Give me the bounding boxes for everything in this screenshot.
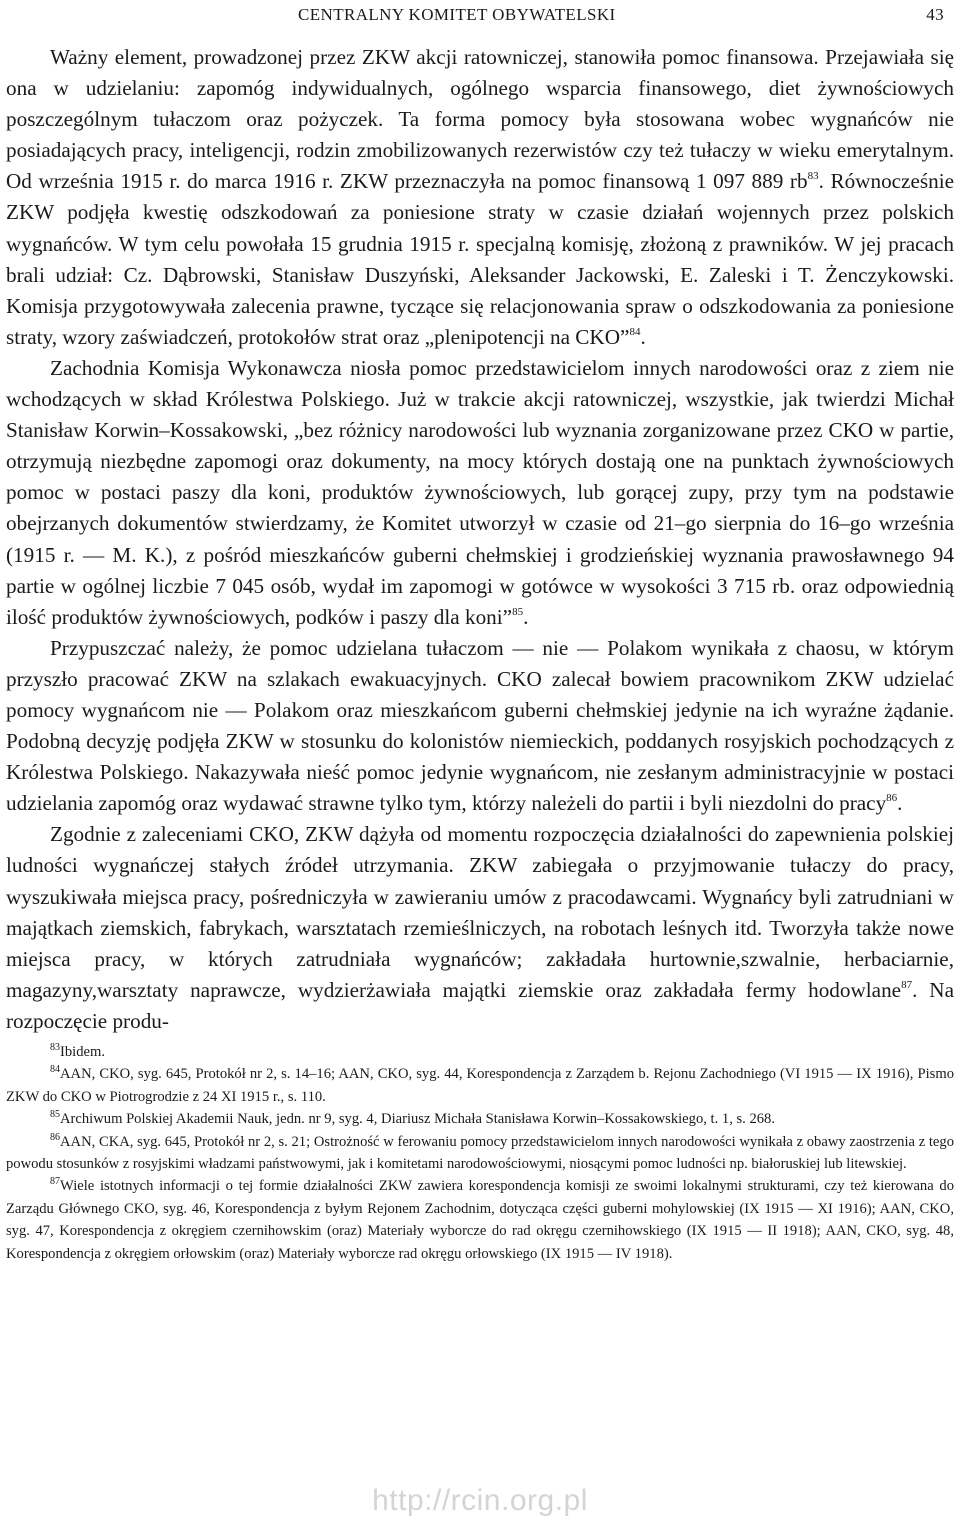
footnote-84 <box>6 1063 954 1108</box>
paragraph-3 <box>6 633 954 820</box>
footnote-85 <box>6 1108 954 1130</box>
footnotes <box>6 1041 954 1265</box>
footnote-ref-86[interactable]: 86 <box>886 792 898 805</box>
footnote-ref-84[interactable]: 84 <box>629 325 641 338</box>
paragraph-1-text-b: . Równocześnie ZKW podjęła kwestię odszkodowań za poniesione straty w czasie działań wojennych przez polskich wygnańców. W tym celu powołała 15 grudnia 1915 r. specjalną komisję, złożoną z prawników. W jej pracach brali udział: Cz. Dąbrowski, Stanisław Duszyński, Aleksander Jackowski, E. Zaleski i T. Żenczykowski. Komisja przygotowywała zalecenia prawne, tyczące się relacjonowania spraw o odszkodowania za poniesione straty, wzory zaświadczeń, protokołów strat oraz „plenipotencji na CKO” <box>6 169 954 349</box>
paragraph-3-text-a: Przypuszczać należy, że pomoc udzielana tułaczom — nie — Polakom wynikała z chaosu, w którym przyszło pracować ZKW na szlakach ewakuacyjnych. CKO zalecał bowiem pracownikom ZKW udzielać pomocy wygnańcom nie — Polakom oraz mieszkańcom guberni chełmskiej jedynie na ich wyraźne żądanie. Podobną decyzję podjęła ZKW w stosunku do kolonistów niemieckich, poddanych rosyjskich pochodzących z Królestwa Polskiego. Nakazywała nieść pomoc jedynie wygnańcom, nie zesłanym administracyjnie w postaci udzielania zapomóg oraz wydawać strawne tylko tym, którzy należeli do partii i byli niezdolni do pracy <box>6 635 954 816</box>
footnote-83 <box>6 1041 954 1063</box>
page-number: 43 <box>926 5 944 24</box>
footnote-text: Ibidem. <box>60 1044 105 1060</box>
footnote-number: 83 <box>50 1042 60 1053</box>
footnote-text: AAN, CKA, syg. 645, Protokół nr 2, s. 21; Ostrożność w ferowaniu pomocy przedstawicielom innych narodowości wynikała z obawy zaostrzenia z tego powodu stosunków z rosyjskimi władzami państwowymi, jak i komitetami narodowościowymi, niosącymi pomoc ludności np. białoruskiej lub litewskiej. <box>6 1133 954 1173</box>
main-text <box>6 42 954 1037</box>
footnote-number: 87 <box>50 1176 60 1188</box>
footnote-number: 85 <box>50 1109 60 1121</box>
footnote-number: 86 <box>50 1131 60 1143</box>
paragraph-4-text-b: . Na rozpoczęcie produ- <box>6 977 954 1033</box>
paragraph-2-text-a: Zachodnia Komisja Wykonawcza niosła pomoc przedstawicielom innych narodowości oraz z ziem nie wchodzących w skład Królestwa Polskiego. Już w trakcie akcji ratowniczej, wszystkie, jak twierdzi Michał Stanisław Korwin–Kossakowski, „bez różnicy narodowości lub wyznania zorganizowane przez CKO w partie, otrzymują niezbędne zapomogi oraz dokumenty, na mocy których dostają one na punktach żywnościowych pomoc w postaci paszy dla koni, produktów żywnościowych, lub gorącej zupy, przy tym na podstawie obejrzanych dokumentów stwierdzamy, że Komitet utworzył w czasie od 21–go sierpnia do 16–go września (1915 r. — M. K.), z pośród mieszkańców guberni chełmskiej i grodzieńskiej wyznania prawosławnego 94 partie w ogólnej liczbie 7 045 osób, wydał im zapomogi w gotówce w wysokości 3 715 rb. oraz odpowiednią ilość produktów żywnościowych, podków i paszy dla koni” <box>6 355 954 629</box>
footnote-text: Wiele istotnych informacji o tej formie działalności ZKW zawiera korespondencja komisji ze swoimi lokalnymi strukturami, czy też kierowana do Zarządu Głównego CKO, syg. 46, Korespondencja z byłym Rejonem Zachodnim, dotycząca części guberni mohylowskiej (IX 1915 — XI 1916); AAN, CKO, syg. 47, Korespondencja z okręgiem czernihowskim (oraz) Materiały wyborcze do rad okręgu czernihowskiego (IX 1915 — II 1918); AAN, CKO, syg. 48, Korespondencja z okręgiem orłowskim (oraz) Materiały wyborcze rad okręgu orłowskiego (IX 1915 — IV 1918). <box>6 1178 954 1262</box>
footnote-text: Archiwum Polskiej Akademii Nauk, jedn. nr 9, syg. 4, Diariusz Michała Stanisława Korwin–Kossakowskiego, t. 1, s. 268. <box>60 1111 776 1128</box>
paragraph-3-text-b: . <box>897 791 903 816</box>
paragraph-1-text-a: Ważny element, prowadzonej przez ZKW akcji ratowniczej, stanowiła pomoc finansowa. Przejawiała się ona w udzielaniu: zapomóg indywidualnych, ogólnego wsparcia finansowego, diet żywnościowych poszczególnym tułaczom oraz pożyczek. Ta forma pomocy była stosowana wobec wygnańców nie posiadających pracy, inteligencji, rodzin zmobilizowanych rezerwistów czy też tułaczy w wieku emerytalnym. Od września 1915 r. do marca 1916 r. ZKW przeznaczyła na pomoc finansową 1 097 889 rb <box>6 45 954 194</box>
footnote-ref-87[interactable]: 87 <box>901 978 913 991</box>
running-title: CENTRALNY KOMITET OBYWATELSKI <box>298 5 616 24</box>
footnote-87 <box>6 1175 954 1265</box>
footnote-ref-83[interactable]: 83 <box>807 170 819 183</box>
footnote-text: AAN, CKO, syg. 645, Protokół nr 2, s. 14–16; AAN, CKO, syg. 44, Korespondencja z Zarządem b. Rejonu Zachodniego (VI 1915 — IX 1916), Pismo ZKW do CKO w Piotrogrodzie z 24 XI 1915 r., s. 110. <box>6 1066 954 1105</box>
paragraph-1 <box>6 42 954 353</box>
footnote-86 <box>6 1131 954 1176</box>
footnote-number: 84 <box>50 1064 60 1076</box>
paragraph-4 <box>6 819 954 1037</box>
source-watermark: http://rcin.org.pl <box>372 1484 588 1517</box>
paragraph-1-text-c: . <box>640 324 646 349</box>
paragraph-4-text-a: Zgodnie z zaleceniami CKO, ZKW dążyła od momentu rozpoczęcia działalności do zapewnienia polskiej ludności wygnańczej stałych źródeł utrzymania. ZKW zabiegała o przyjmowanie tułaczy do pracy, wyszukiwała miejsca pracy, pośredniczyła w zawieraniu umów z pracodawcami. Wygnańcy byli zatrudniani w majątkach ziemskich, fabrykach, warsztatach rzemieślniczych, na robotach leśnych itd. Tworzyła także nowe miejsca pracy, w których zatrudniała wygnańców; zakładała hurtownie,szwalnie, herbaciarnie, magazyny,warsztaty naprawcze, wydzierżawiała majątki ziemskie oraz zakładała fermy hodowlane <box>6 822 954 1002</box>
footnote-ref-85[interactable]: 85 <box>512 605 524 618</box>
paragraph-2 <box>6 353 954 633</box>
running-header <box>6 2 954 28</box>
paragraph-2-text-b: . <box>523 604 529 629</box>
